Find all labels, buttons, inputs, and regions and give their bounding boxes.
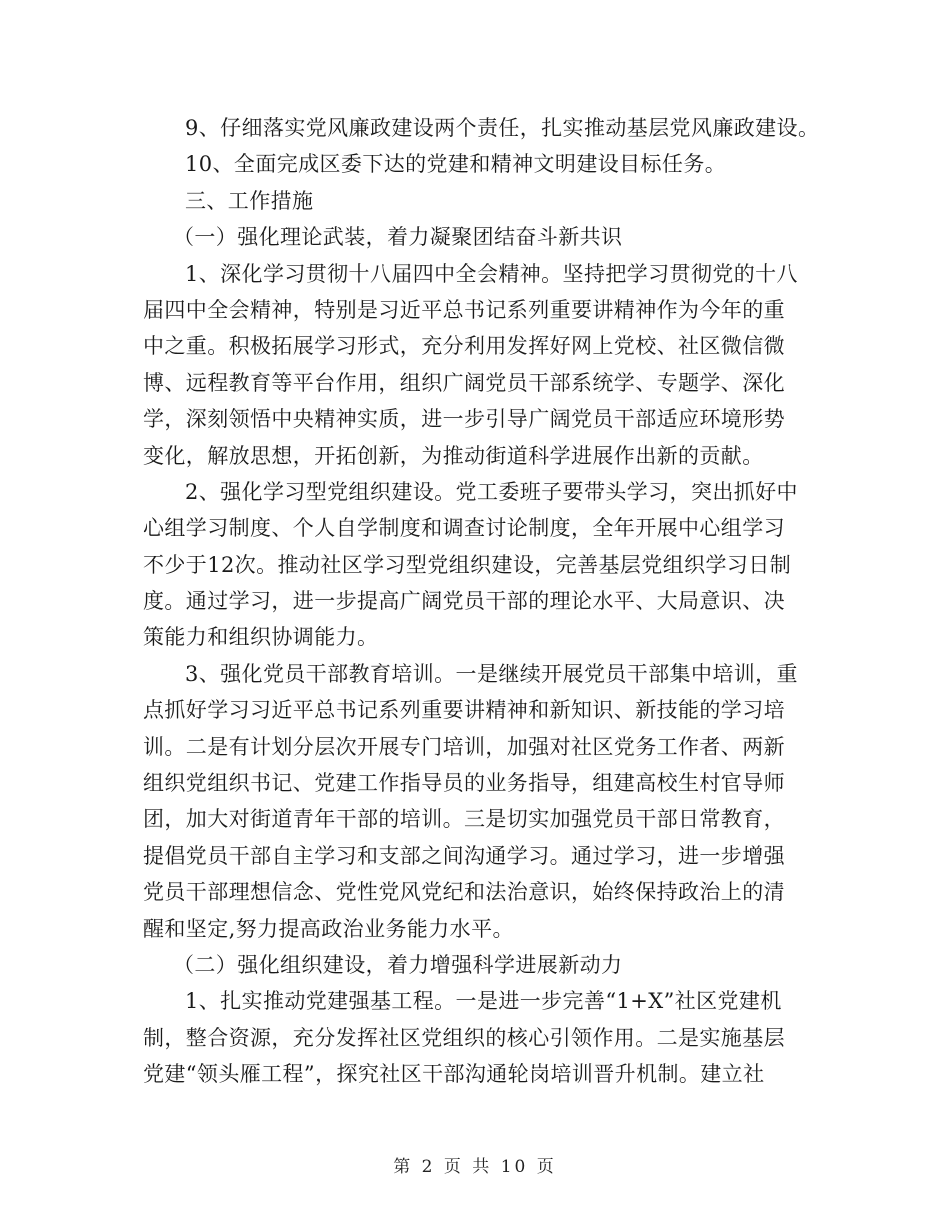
text-line: 2、强化学习型党组织建设。党工委班子要带头学习，突出抓好中: [185, 479, 798, 504]
text-line: （二）强化组织建设，着力增强科学进展新动力: [173, 952, 623, 977]
text-line: 9、仔细落实党风廉政建设两个责任，扎实推动基层党风廉政建设。: [185, 116, 820, 140]
text-line: 不少于12次。推动社区学习型党组织建设，完善基层党组织学习日制: [143, 552, 792, 577]
text-line: 制，整合资源，充分发挥社区党组织的核心引领作用。二是实施基层: [143, 1025, 785, 1050]
text-line: 10、全面完成区委下达的党建和精神文明建设目标任务。: [185, 152, 727, 177]
text-line: 变化，解放思想，开拓创新，为推动街道科学进展作出新的贡献。: [143, 443, 764, 468]
text-line: 团，加大对街道青年干部的培训。三是切实加强党员干部日常教育，: [143, 807, 785, 832]
text-line: 三、工作措施: [185, 188, 314, 213]
text-line: 度。通过学习，进一步提高广阔党员干部的理论水平、大局意识、决: [143, 589, 785, 614]
text-line: 训。二是有计划分层次开展专门培训，加强对社区党务工作者、两新: [143, 734, 785, 759]
text-line: 届四中全会精神，特别是习近平总书记系列重要讲精神作为今年的重: [143, 297, 785, 322]
text-line: 学，深刻领悟中央精神实质，进一步引导广阔党员干部适应环境形势: [143, 407, 785, 432]
text-line: 醒和坚定,努力提高政治业务能力水平。: [143, 916, 514, 941]
document-body: [143, 110, 820, 1093]
text-line: 策能力和组织协调能力。: [143, 625, 379, 650]
text-line: 党员干部理想信念、党性党风党纪和法治意识，始终保持政治上的清: [143, 880, 785, 905]
text-line: （一）强化理论武装，着力凝聚团结奋斗新共识: [173, 225, 623, 250]
text-line: 3、强化党员干部教育培训。一是继续开展党员干部集中培训，重: [185, 661, 798, 686]
text-line: 组织党组织书记、党建工作指导员的业务指导，组建高校生村官导师: [143, 771, 785, 796]
text-line: 党建“领头雁工程”，探究社区干部沟通轮岗培训晋升机制。建立社: [143, 1062, 765, 1087]
text-line: 中之重。积极拓展学习形式，充分利用发挥好网上党校、社区微信微: [143, 334, 785, 359]
text-line: 心组学习制度、个人自学制度和调查讨论制度，全年开展中心组学习: [143, 516, 785, 541]
page-footer: 第 2 页 共 10 页: [393, 1157, 557, 1177]
text-line: 点抓好学习习近平总书记系列重要讲精神和新知识、新技能的学习培: [143, 698, 785, 723]
text-line: 提倡党员干部自主学习和支部之间沟通学习。通过学习，进一步增强: [143, 843, 785, 868]
text-line: 1、扎实推动党建强基工程。一是进一步完善“1+X”社区党建机: [185, 989, 782, 1014]
text-line: 1、深化学习贯彻十八届四中全会精神。坚持把学习贯彻党的十八: [185, 261, 798, 286]
text-line: 博、远程教育等平台作用，组织广阔党员干部系统学、专题学、深化: [143, 370, 785, 395]
